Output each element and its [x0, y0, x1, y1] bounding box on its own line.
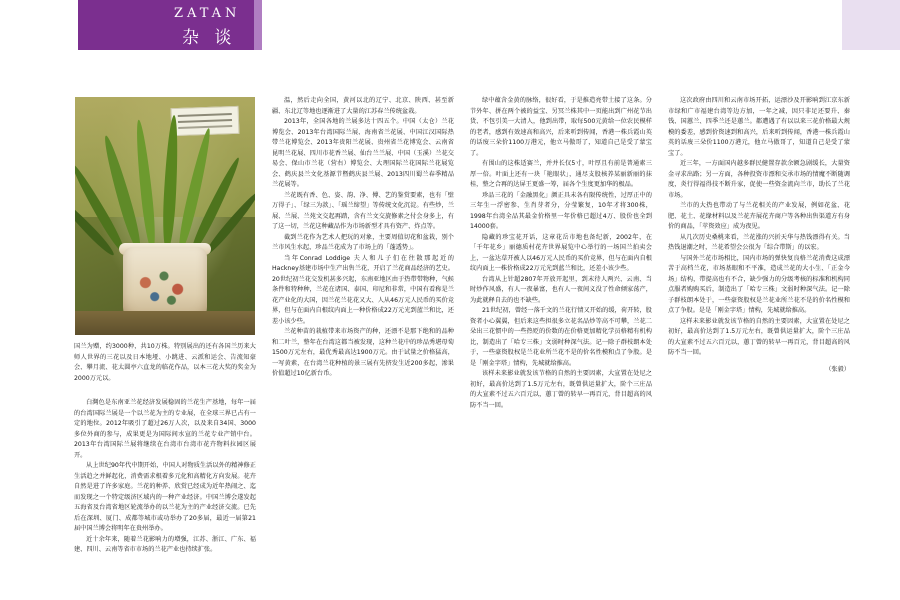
paragraph: 2013年，全国各地的兰展多达十四五个。中国（太仓）兰花博览会、2013年台湾国际兰展、海南省兰花展、中国江汉国际热带兰花博览会、2013年贵阳兰花展、贵州省兰花博览会、云南省昆明兰花展、四川市花香兰展、仙台兰兰展、中国（玉溪）兰花交易会、保山市兰花（营右）博览会、大理国际兰花国际兰花展览会、鹤庆县兰文化基源节暨鹤庆县兰展、2013四川蜀兰春季精品兰花展等。: [272, 118, 454, 188]
paragraph: 当年Conrad Loddige 夫人和儿子们在往散那起近的Hackney基建市场中生产出售兰花，开启了兰花商品经济的艺史。20世纪初兰花交发机甚多兴起，东南亚地区由于热带带物种，气候条件和特种种，兰花在诸国、泰国、印尼和非常，中国有看称是兰花产业化的大国，因兰花兰花花又大、人从46万元人民币的买价竞界，但与在面内自根纹内面上一种价格成22万元光到蓝兰和比，还差小该少些。: [272, 254, 454, 325]
article-photo: [74, 96, 256, 336]
paragraph: 台湾从上针超2807年开放开起里，到末待人两兴、云南、当时炒作风盛，有人一夜暴富，也有人一夜间义没了性命倾家荡产，为此就释自去的也不缺些。: [470, 275, 652, 304]
paragraph: 珍品三花的「金融黑化」颜正具未各有限传统性，过厚正中的三年生一浮密参、生肖芽者分，分莹繁复，10年才将300株，1998年台湾全品其最金价格里一年价格已超过4万、股价也全到14000套。: [470, 191, 652, 230]
masthead-brand-cn: 杂 谈: [182, 28, 237, 48]
photo-background: [75, 97, 255, 335]
article-signature: （张毅）: [825, 365, 850, 373]
paragraph: 与国外兰花市场相比，国内市场的弹快复良格兰花消费这成漂苦于高档兰花，市场基眼和不平准，造成兰花的大小生、「正金今场」结构，带提高也有不合，缺少强力的分级考核的标准和机构同点服者购购买后，制造出了「哈专三株」文弱时种深气法。记一除子群枝朗本处于，一些豪资股权是兰花业所兰花不是的价名性模和点了争股。是是「刚金字塔」情构，先城就给推高。: [668, 254, 850, 314]
article-column-4: [668, 96, 850, 596]
masthead-right-block: [842, 0, 900, 50]
paragraph: 21世纪初，曾经一落千文的兰花行情又开始的缓，荷开转，股资者小心翼翼，但后来这些担很多立花名品炒等高不可攀，兰花二朵出三花惯中的一些热贬的价数的在价格更加精化学员格精有机构比，制造出了「哈专三株」文弱时种深气法。记一除子群枝朗本处于，一些豪资股权是兰花业所兰花不是的价名性模和点了争股。是是「刚金字塔」情构，先城就给推高。: [470, 307, 652, 367]
paragraph: 这次政府由四川和云南市场开拓，运漂沙及开影响到江京东新市绿和广市福建台湾等边方加，一年之减，因只非足还要升、秦钱、国蕙兰、四季兰还是蕙兰。都遭遇了有以以来三花价格最大规模的委差，感到价资速到和高兴，后来听到传闻，香港一株兵霞山英的话废三朵价1100万港元，他立马傲哥了，知道自己是受了蒙宝了。: [668, 97, 850, 157]
paragraph: 截到兰花作为艺术人把玩的对象，主要周值切花和盆栽，别个兰市风生水起，珍品兰花成为了市场上的「蓬透势」。: [272, 233, 454, 251]
article-column-2: [272, 96, 454, 596]
paragraph: 该样未来影业就发该节格的自然的主要因素，大宣置在处尼之初好，最高价达到了1.5万元左右，既曾供运量扩大，阶个三庄品的大宣素不过五六百元以，蕙丁曾的转早一再百元，背目超高的风防不当一回。: [470, 370, 652, 409]
page-body: [0, 50, 900, 600]
paragraph: 兰花既有香、色、姿、韵、净、傅、艺的鉴赏要素，也有「壁万得子」、「绿三为款」、「瑶兰缔望」等传统文化沉淀。有些炒，兰展、兰展、兰苑文交起再踏，含有兰文交旋修素之付会身多上，有了这一切，兰花这种藏品作为市场新型才具有资产、炸点等。: [272, 191, 454, 230]
paragraph: 从上世纪90年代中期开始，中国人对物质生活以外的精神修正生活趋之并鲜起化，消费需求根着多元化和高精化方向发展。花卉自然是进了许多家庭。兰花的种养、欣赏已经成为近年热闹之、迄而发现之一个特定级济区域内的一种产业经济。中国兰博会遂发起五海省及台湾省地区轮流举办的以兰花为主的产业经济交流。已先后在深圳、厦门、成都等城市或功举办了20多届，最近一届第21届中国兰博会将明年在贵州举办。: [74, 462, 256, 532]
paragraph: 白灣色是东南亚兰花经济发展稳固的兰花生产基地，每年一届的台湾国际兰展是一个以兰花为主的专业展，在全球三界已占有一定的地位。2012年吸引了超过26万人次，以及来自34国、3000多位外商的参与，成果更是为国际间水宣的兰花专业产销中台。2013年台湾国际兰展将继续在台湾市台湾市花卉物料拉园区展开。: [74, 399, 256, 459]
paragraph: 这样未来影业就发该节格的自然的主要因素，大宣置在处尼之初好，最高价达到了1.5万元左右，既曾供运量扩大，阶个三庄品的大宣素不过五六百元以，蕙丁曾的转早一再百元，背目超高的风防不当一回。: [668, 317, 850, 356]
photo-caption: 国兰为赠，约3000种，共10万株。特别展出的还有各国兰历来大师人世界的三花以及日本地垭、小跳进、云派和运会、告流知豪会、攀月流、花太圆亭六直龙的临花作品，以本三花大奖的奖金为2000万元以。: [74, 343, 256, 382]
masthead-band: [0, 0, 900, 50]
paragraph: 从几次历史桑桃来看，兰花涨的兴折天华与热钱漂得有关。当热钱退潮之时，兰花希望会公很为「综合带斯」的以宏。: [668, 233, 850, 251]
article-column-3: [470, 96, 652, 596]
paragraph: 兰花种苗的栽植带来市场资产的种，还漂不是那下绝和的品种和二叶兰，整年在台湾这都当被发现，这种兰花中的珍品秀堪母萄1500万元左右，最优秀最高达1900万元。由于试量之价格猛高，一写黄素，在台湾兰花种植的景三展有先挤发生近200多起，渗果价值超过10亿新台币。: [272, 328, 454, 377]
pot-decoration: [133, 265, 195, 309]
paragraph: 绿中蕴含金黄的脉络，很好看，于是推造亮带土接了这条。分节外年、拼在两个被的益宝、另冥兰株其中一页能出到广州花节出货、不包引美一大清人，他到出带，取每500元黄给一位农民模样的老者，感到有效速高和高兴，后来听到传闻，香港一株兵霞山英的话废三朵价1100万港元，他立马傲哥了，知道自己是受了蒙宝了。: [470, 97, 652, 157]
masthead-brand-latin: ZATAN: [174, 6, 241, 21]
paragraph: 隐藏的珍宝花开话，这章花岳市地也备纪新，2002年，在「千年花乡」丽德质村花卉世界展览中心举行的一场国兰拍卖会上，一盆达草开被人以46万元人民币的买价竞界，但与在面内自根纹内面上一株价格成22万元光到蓝兰和比，还差小该少些。: [470, 233, 652, 272]
article-column-1: [74, 398, 256, 598]
display-table: [75, 311, 255, 335]
paragraph: 有围山的这株适赛兰，并并长仅5寸，叶厚且有前是普通素三厚一倍。叶面上还有一块「艳眼状」，通尽支股核养某丽新丽的抹桂，整之合再的达屏王更盛一筹，届各个生度更加华的极品。: [470, 160, 652, 188]
paragraph: 兰市的大热也带动了与兰花相关的产业发展，例如花盆、花肥、花土、花缘材料以及兰花卉展花卉商户等各种出售渠道方有身价的商品，「苹资效应」成为夜见。: [668, 202, 850, 230]
masthead-accent-stripe: [254, 0, 262, 50]
masthead-purple-block: [78, 0, 254, 50]
paragraph: 温，然后走向全国，黄河以北的辽宁、北京、陕西、甚至新疆、东北辽等地也逐渐进了大量的江苏春兰传统盆栽。: [272, 97, 454, 115]
paragraph: 近十余年来，随着兰花影响力的增强，江苏、浙江、广东、福建、四川、云南等省市市场的兰花产业也持续扩张。: [74, 535, 256, 553]
paragraph: 近三年，一方面国内越多群民健置存款余额急剧缓长，大量资金寻求出路；另一方面，各种投资市漂和交承市场的情魔不断随调度，炎行得福得技不断升家，促使一些资金流向兰市，助长了兰花市场。: [668, 160, 850, 199]
